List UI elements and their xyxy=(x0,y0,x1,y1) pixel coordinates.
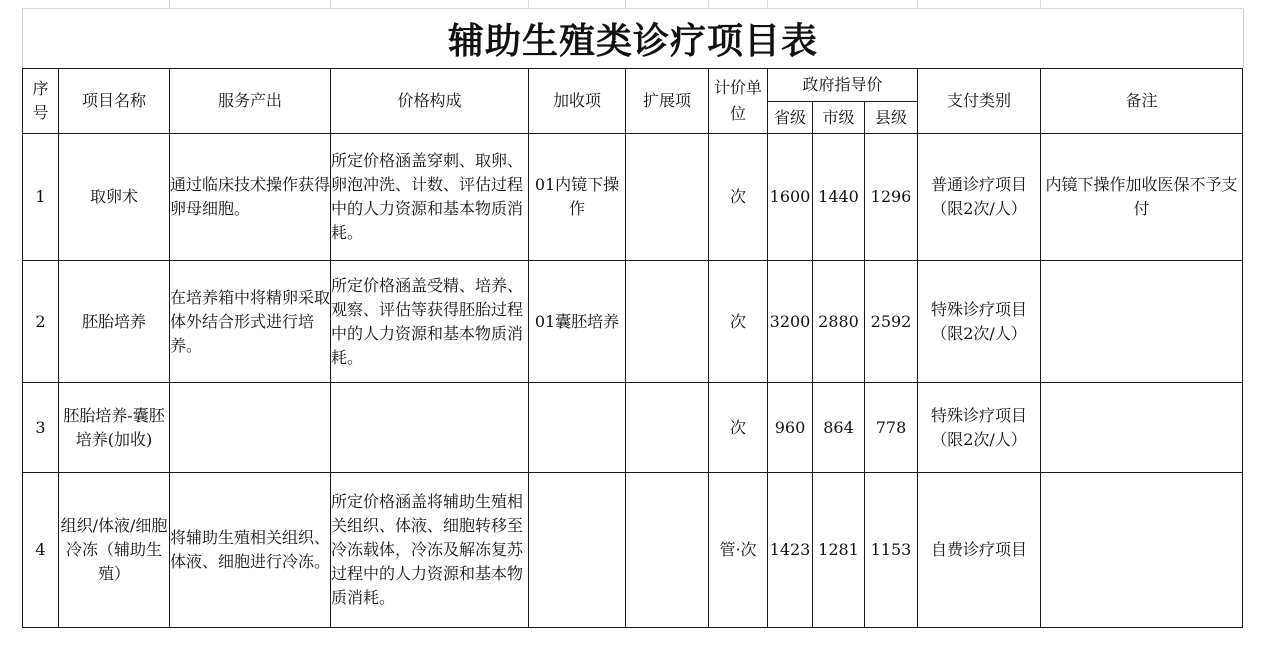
cell-unit: 次 xyxy=(709,383,768,473)
table-row xyxy=(23,134,1243,261)
cell-note xyxy=(1041,261,1243,383)
table-row xyxy=(23,473,1243,628)
cell-county: 1153 xyxy=(865,473,918,628)
cell-name: 组织/体液/细胞冷冻（辅助生殖） xyxy=(59,473,170,628)
cell-pay-type: 特殊诊疗项目（限2次/人） xyxy=(918,383,1041,473)
header-name: 项目名称 xyxy=(59,69,170,134)
cell-addon: 01内镜下操作 xyxy=(529,134,626,261)
cell-addon xyxy=(529,473,626,628)
cell-name: 取卵术 xyxy=(59,134,170,261)
cell-extend xyxy=(626,134,709,261)
cell-note xyxy=(1041,383,1243,473)
cell-price: 所定价格涵盖受精、培养、观察、评估等获得胚胎过程中的人力资源和基本物质消耗。 xyxy=(331,261,529,383)
page-title: 辅助生殖类诊疗项目表 xyxy=(447,20,818,62)
cell-pay-type: 普通诊疗项目（限2次/人） xyxy=(918,134,1041,261)
cell-county: 1296 xyxy=(865,134,918,261)
header-province: 省级 xyxy=(768,102,813,134)
cell-city: 1440 xyxy=(813,134,865,261)
cell-unit: 次 xyxy=(709,134,768,261)
cell-price: 所定价格涵盖将辅助生殖相关组织、体液、细胞转移至冷冻载体，冷冻及解冻复苏过程中的人力资源和基本物质消耗。 xyxy=(331,473,529,628)
cell-province: 960 xyxy=(768,383,813,473)
header-county: 县级 xyxy=(865,102,918,134)
header-pay-type: 支付类别 xyxy=(918,69,1041,134)
cell-addon xyxy=(529,383,626,473)
cell-extend xyxy=(626,383,709,473)
cell-city: 2880 xyxy=(813,261,865,383)
header-gov-price: 政府指导价 xyxy=(768,69,918,102)
cell-price xyxy=(331,383,529,473)
cell-seq: 1 xyxy=(23,134,59,261)
cell-note xyxy=(1041,473,1243,628)
cell-extend xyxy=(626,473,709,628)
header-addon: 加收项 xyxy=(529,69,626,134)
header-city: 市级 xyxy=(813,102,865,134)
cell-service xyxy=(170,383,331,473)
table-row xyxy=(23,383,1243,473)
cell-extend xyxy=(626,261,709,383)
cell-pay-type: 特殊诊疗项目（限2次/人） xyxy=(918,261,1041,383)
cell-unit: 管·次 xyxy=(709,473,768,628)
cell-service: 将辅助生殖相关组织、体液、细胞进行冷冻。 xyxy=(170,473,331,628)
cell-price: 所定价格涵盖穿刺、取卵、卵泡冲洗、计数、评估过程中的人力资源和基本物质消耗。 xyxy=(331,134,529,261)
header-seq: 序号 xyxy=(23,69,59,134)
header-row xyxy=(23,69,1243,102)
cell-seq: 4 xyxy=(23,473,59,628)
cell-province: 3200 xyxy=(768,261,813,383)
cell-service: 通过临床技术操作获得卵母细胞。 xyxy=(170,134,331,261)
header-service: 服务产出 xyxy=(170,69,331,134)
cell-name: 胚胎培养 xyxy=(59,261,170,383)
cell-county: 2592 xyxy=(865,261,918,383)
price-table xyxy=(22,68,1243,628)
cell-seq: 3 xyxy=(23,383,59,473)
cell-seq: 2 xyxy=(23,261,59,383)
title-row xyxy=(22,8,1244,68)
cell-service: 在培养箱中将精卵采取体外结合形式进行培养。 xyxy=(170,261,331,383)
header-extend: 扩展项 xyxy=(626,69,709,134)
header-unit: 计价单位 xyxy=(709,69,768,134)
cell-city: 864 xyxy=(813,383,865,473)
cell-note: 内镜下操作加收医保不予支付 xyxy=(1041,134,1243,261)
cell-county: 778 xyxy=(865,383,918,473)
cell-city: 1281 xyxy=(813,473,865,628)
cell-province: 1600 xyxy=(768,134,813,261)
table-row xyxy=(23,261,1243,383)
cell-addon: 01囊胚培养 xyxy=(529,261,626,383)
cell-pay-type: 自费诊疗项目 xyxy=(918,473,1041,628)
header-price: 价格构成 xyxy=(331,69,529,134)
cell-unit: 次 xyxy=(709,261,768,383)
header-note: 备注 xyxy=(1041,69,1243,134)
cell-province: 1423 xyxy=(768,473,813,628)
cell-name: 胚胎培养-囊胚培养(加收) xyxy=(59,383,170,473)
